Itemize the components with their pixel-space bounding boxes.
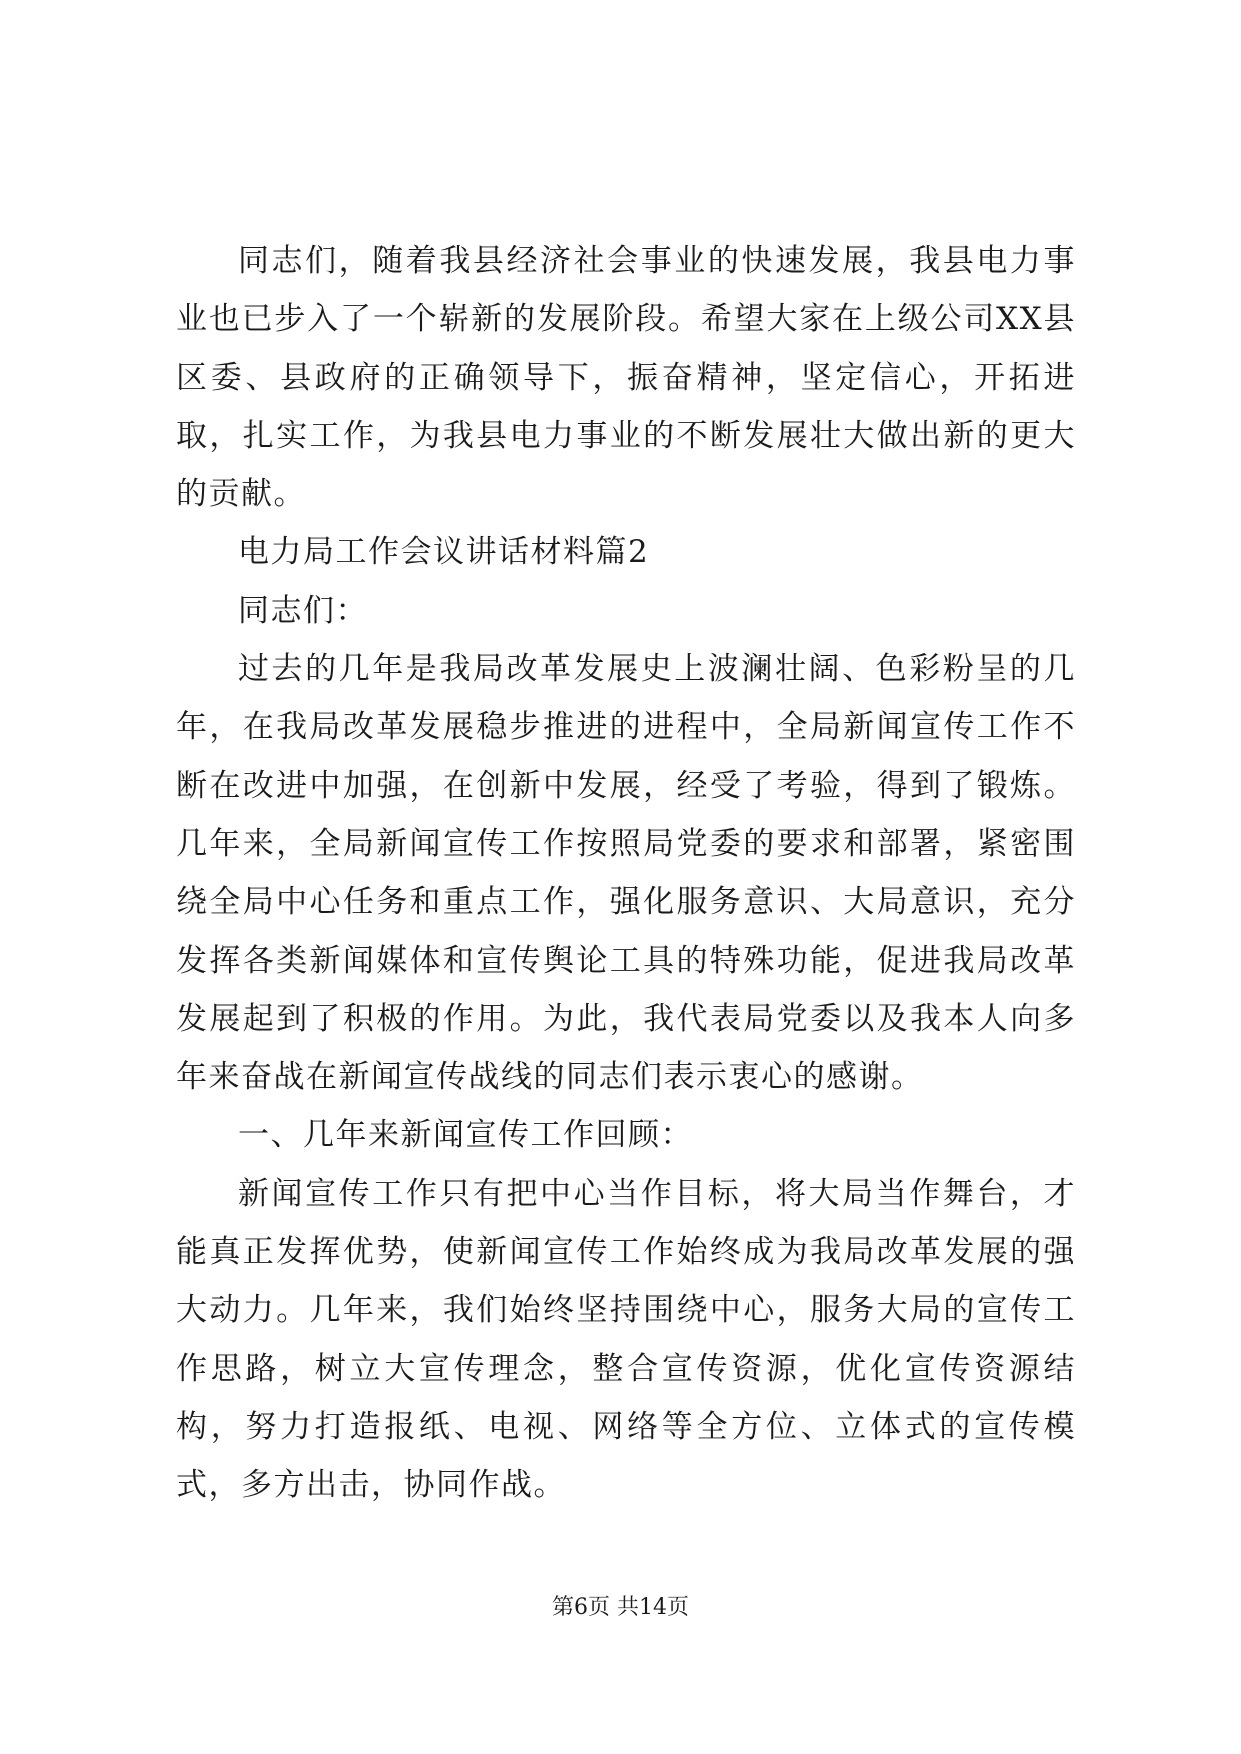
page-number-footer: 第6页 共14页 [552,1595,689,1620]
subheading-review: 一、几年来新闻宣传工作回顾： [238,1117,693,1154]
paragraph-closing-remarks: 同志们，随着我县经济社会事业的快速发展，我县电力事业也已步入了一个崭新的发展阶段。希望大家在上级公司XX县区委、县政府的正确领导下，振奋精神，坚定信心，开拓进取，扎实工作，为我县电力事业的不断发展壮大做出新的更大的贡献。 [176,243,1076,513]
salutation: 同志们： [238,592,368,629]
paragraph-review-detail: 新闻宣传工作只有把中心当作目标，将大局当作舞台，才能真正发挥优势，使新闻宣传工作始终成为我局改革发展的强大动力。几年来，我们始终坚持围绕中心，服务大局的宣传工作思路，树立大宣传理念，整合宣传资源，优化宣传资源结构，努力打造报纸、电视、网络等全方位、立体式的宣传模式，多方出击，协同作战。 [176,1175,1076,1504]
section-heading: 电力局工作会议讲话材料篇2 [238,534,650,571]
paragraph-review-intro: 过去的几年是我局改革发展史上波澜壮阔、色彩粉呈的几年，在我局改革发展稳步推进的进程中，全局新闻宣传工作不断在改进中加强，在创新中发展，经受了考验，得到了锻炼。几年来，全局新闻宣传工作按照局党委的要求和部署，紧密围绕全局中心任务和重点工作，强化服务意识、大局意识，充分发挥各类新闻媒体和宣传舆论工具的特殊功能，促进我局改革发展起到了积极的作用。为此，我代表局党委以及我本人向多年来奋战在新闻宣传战线的同志们表示衷心的感谢。 [176,651,1076,1096]
document-body [176,232,1076,1515]
